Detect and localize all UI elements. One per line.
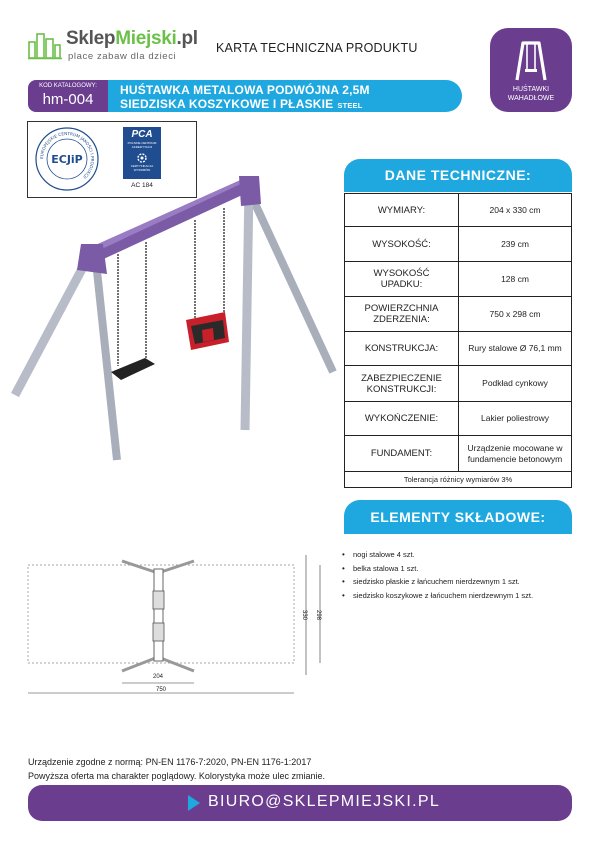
norm-note: Urządzenie zgodne z normą: PN-EN 1176-7:2020, PN-EN 1176-1:2017 [28, 757, 312, 767]
tech-label: WYSOKOŚĆ UPADKU: [345, 262, 459, 297]
elements-header: ELEMENTY SKŁADOWE: [344, 500, 572, 534]
pca-title: PCA [131, 129, 153, 140]
swing-icon [514, 40, 548, 82]
dimension-label-204: 204 [152, 674, 164, 680]
tech-value: 750 x 298 cm [459, 297, 572, 332]
tech-value: Lakier poliestrowy [459, 402, 572, 436]
tech-label: POWIERZCHNIA ZDERZENIA: [345, 297, 459, 332]
flat-swing-seat [111, 242, 155, 380]
table-row [345, 402, 572, 436]
product-image [5, 170, 340, 470]
footprint-diagram [24, 545, 334, 695]
product-title-line1: HUŚTAWKA METALOWA PODWÓJNA 2,5M [120, 83, 370, 97]
tech-value: 204 x 330 cm [459, 194, 572, 227]
elements-list [342, 548, 592, 602]
tech-label: WYSOKOŚĆ: [345, 227, 459, 262]
table-row [345, 262, 572, 297]
list-item: • siedzisko koszykowe z łańcuchem nierdzewnym 1 szt. [342, 589, 592, 603]
play-arrow-icon [188, 795, 200, 811]
catalog-code-box [28, 80, 108, 112]
tech-value: 239 cm [459, 227, 572, 262]
list-item: • siedzisko płaskie z łańcuchem nierdzewnym 1 szt. [342, 575, 592, 589]
swing-top-view [122, 561, 194, 671]
contact-email-link[interactable]: BIURO@SKLEPMIEJSKI.PL [208, 793, 441, 810]
table-row [345, 436, 572, 472]
tech-value: Urządzenie mocowane w fundamencie betonowym [459, 436, 572, 472]
catalog-code: hm-004 [42, 91, 94, 108]
ecjip-ring-text: EUROPEJSKIE CENTRUM JAKOŚCI I PRODUKCJI [38, 130, 96, 180]
brand-name: SklepMiejski.pl [66, 28, 198, 49]
product-title-bar [108, 80, 462, 112]
category-badge [490, 28, 572, 112]
brand-tagline: place zabaw dla dzieci [68, 51, 177, 62]
tech-data-table [344, 193, 572, 472]
category-label: HUŚTAWKI WAHADŁOWE [507, 86, 555, 102]
city-buildings-icon [28, 30, 62, 60]
basket-swing-seat [186, 208, 229, 350]
pca-certification: CERTYFIKACJA WYROBÓW [130, 164, 154, 172]
tech-value: 128 cm [459, 262, 572, 297]
dimension-label-750: 750 [155, 687, 167, 693]
table-row [345, 366, 572, 402]
catalog-label: KOD KATALOGOWY: [39, 83, 97, 89]
table-row [345, 332, 572, 366]
table-row [345, 194, 572, 227]
tech-value: Podkład cynkowy [459, 366, 572, 402]
swing-beam [89, 178, 253, 262]
tech-value: Rury stalowe Ø 76,1 mm [459, 332, 572, 366]
dimension-lines [28, 555, 320, 693]
dimension-label-298: 298 [315, 609, 321, 621]
document-title: KARTA TECHNICZNA PRODUKTU [216, 41, 418, 55]
tech-label: KONSTRUKCJA: [345, 332, 459, 366]
tech-data-header: DANE TECHNICZNE: [344, 159, 572, 192]
table-row [345, 227, 572, 262]
list-item: • nogi stalowe 4 szt. [342, 548, 592, 562]
gear-icon [135, 152, 149, 164]
tech-label: ZABEZPIECZENIE KONSTRUKCJI: [345, 366, 459, 402]
tech-label: WYMIARY: [345, 194, 459, 227]
brand-logo[interactable] [28, 26, 203, 66]
pca-accreditation-code: AC 184 [131, 182, 153, 189]
disclaimer-note: Powyższa oferta ma charakter poglądowy. Kolorystyka może ulec zmianie. [28, 771, 325, 781]
ecjip-text: ECJiP [51, 153, 83, 166]
tech-label: FUNDAMENT: [345, 436, 459, 472]
tolerance-note: Tolerancja różnicy wymiarów 3% [344, 472, 572, 488]
footer-bar [28, 785, 572, 821]
tech-label: WYKOŃCZENIE: [345, 402, 459, 436]
pca-subtitle: POLSKIE CENTRUM AKREDYTACJI [127, 141, 157, 149]
table-row [345, 297, 572, 332]
list-item: • belka stalowa 1 szt. [342, 562, 592, 576]
product-title-suffix: STEEL [337, 101, 363, 110]
product-title-line2: SIEDZISKA KOSZYKOWE I PŁASKIE STEEL [120, 97, 363, 111]
dimension-label-330: 330 [301, 609, 307, 621]
